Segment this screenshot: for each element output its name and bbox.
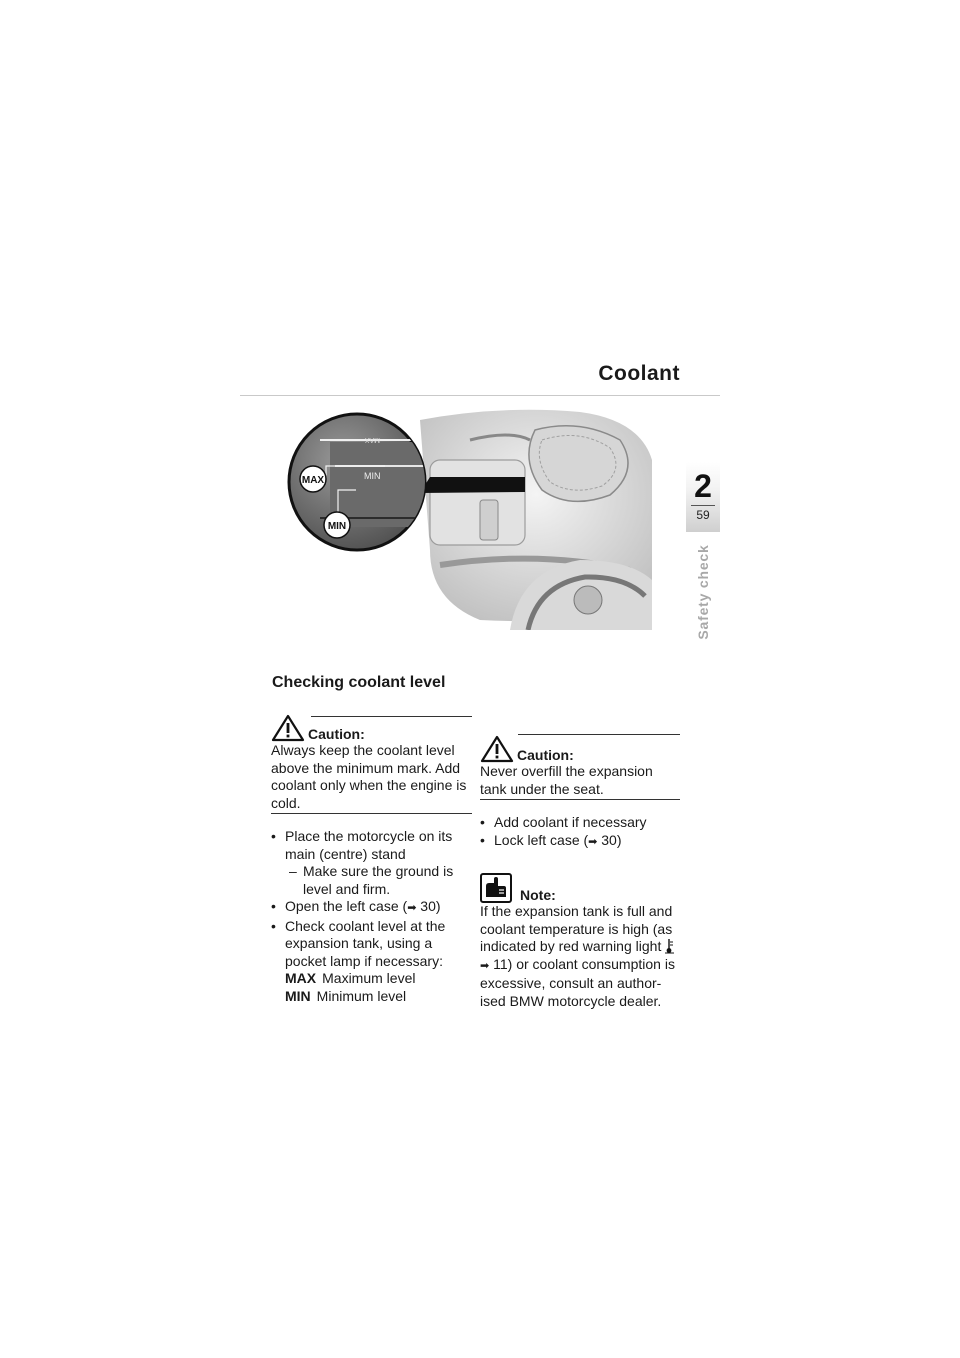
chapter-tab bbox=[686, 462, 720, 532]
coolant-temperature-icon bbox=[665, 938, 675, 954]
warning-triangle-icon bbox=[271, 714, 305, 742]
caution-notice bbox=[480, 733, 680, 800]
title-divider bbox=[240, 395, 720, 396]
page-title: Coolant bbox=[598, 362, 680, 385]
step-item: • Lock left case (➡ 30) bbox=[480, 831, 622, 848]
expansion-tank-shape bbox=[430, 460, 525, 545]
chapter-number: 2 bbox=[694, 468, 712, 504]
min-callout-label: MIN bbox=[327, 521, 347, 532]
section-label bbox=[686, 532, 720, 652]
step-subitem: – Make sure the ground is level and firm. bbox=[289, 863, 454, 897]
page-number: 59 bbox=[696, 508, 710, 522]
note-body: If the expansion tank is full and coolant temperature is high (as indicated by red warning light ➡ 11) or coolant consumption is excessive, consult an author-ised BMW motorcycle dealer. bbox=[480, 903, 675, 1009]
step-item: • Place the motorcycle on its main (centre) stand bbox=[271, 828, 453, 862]
pannier-shape bbox=[529, 426, 628, 502]
section-heading: Checking coolant level bbox=[272, 674, 446, 691]
tank-max-marking: MAX bbox=[364, 436, 380, 443]
legend-row: MIN Minimum level bbox=[285, 987, 407, 1004]
tank-min-marking: MIN bbox=[364, 471, 381, 481]
arrow-right-icon: ➡ bbox=[480, 959, 490, 972]
step-item: • Add coolant if necessary bbox=[480, 814, 647, 830]
caution-notice bbox=[271, 712, 472, 814]
motorcycle-illustration bbox=[280, 400, 660, 630]
section-label-text: Safety check bbox=[695, 544, 711, 640]
legend-row: MAX Maximum level bbox=[285, 970, 416, 986]
left-column bbox=[271, 712, 472, 1005]
step-item: • Check coolant level at the expansion tank, using a pocket lamp if necessary: bbox=[271, 917, 446, 969]
note-notice bbox=[480, 873, 680, 1010]
arrow-right-icon: ➡ bbox=[588, 835, 598, 848]
note-title: Note: bbox=[520, 887, 556, 903]
caution-body: Always keep the coolant level above the minimum mark. Add coolant only when the engine is cold. bbox=[271, 742, 472, 814]
arrow-right-icon: ➡ bbox=[407, 902, 417, 914]
caution-title: Caution: bbox=[517, 747, 574, 763]
zoom-connector bbox=[420, 477, 525, 493]
step-item: • Open the left case (➡ 30) bbox=[271, 898, 441, 914]
chapter-divider bbox=[691, 505, 715, 506]
warning-triangle-icon bbox=[480, 735, 514, 763]
caution-body: Never overfill the expansion tank under the seat. bbox=[480, 763, 680, 800]
right-column bbox=[480, 733, 680, 1010]
step-list bbox=[271, 828, 472, 1005]
caution-title: Caution: bbox=[308, 726, 365, 742]
coolant-tank-figure bbox=[280, 400, 660, 630]
step-list bbox=[480, 814, 680, 851]
max-callout-label: MAX bbox=[301, 475, 325, 486]
note-hand-icon bbox=[480, 873, 512, 903]
